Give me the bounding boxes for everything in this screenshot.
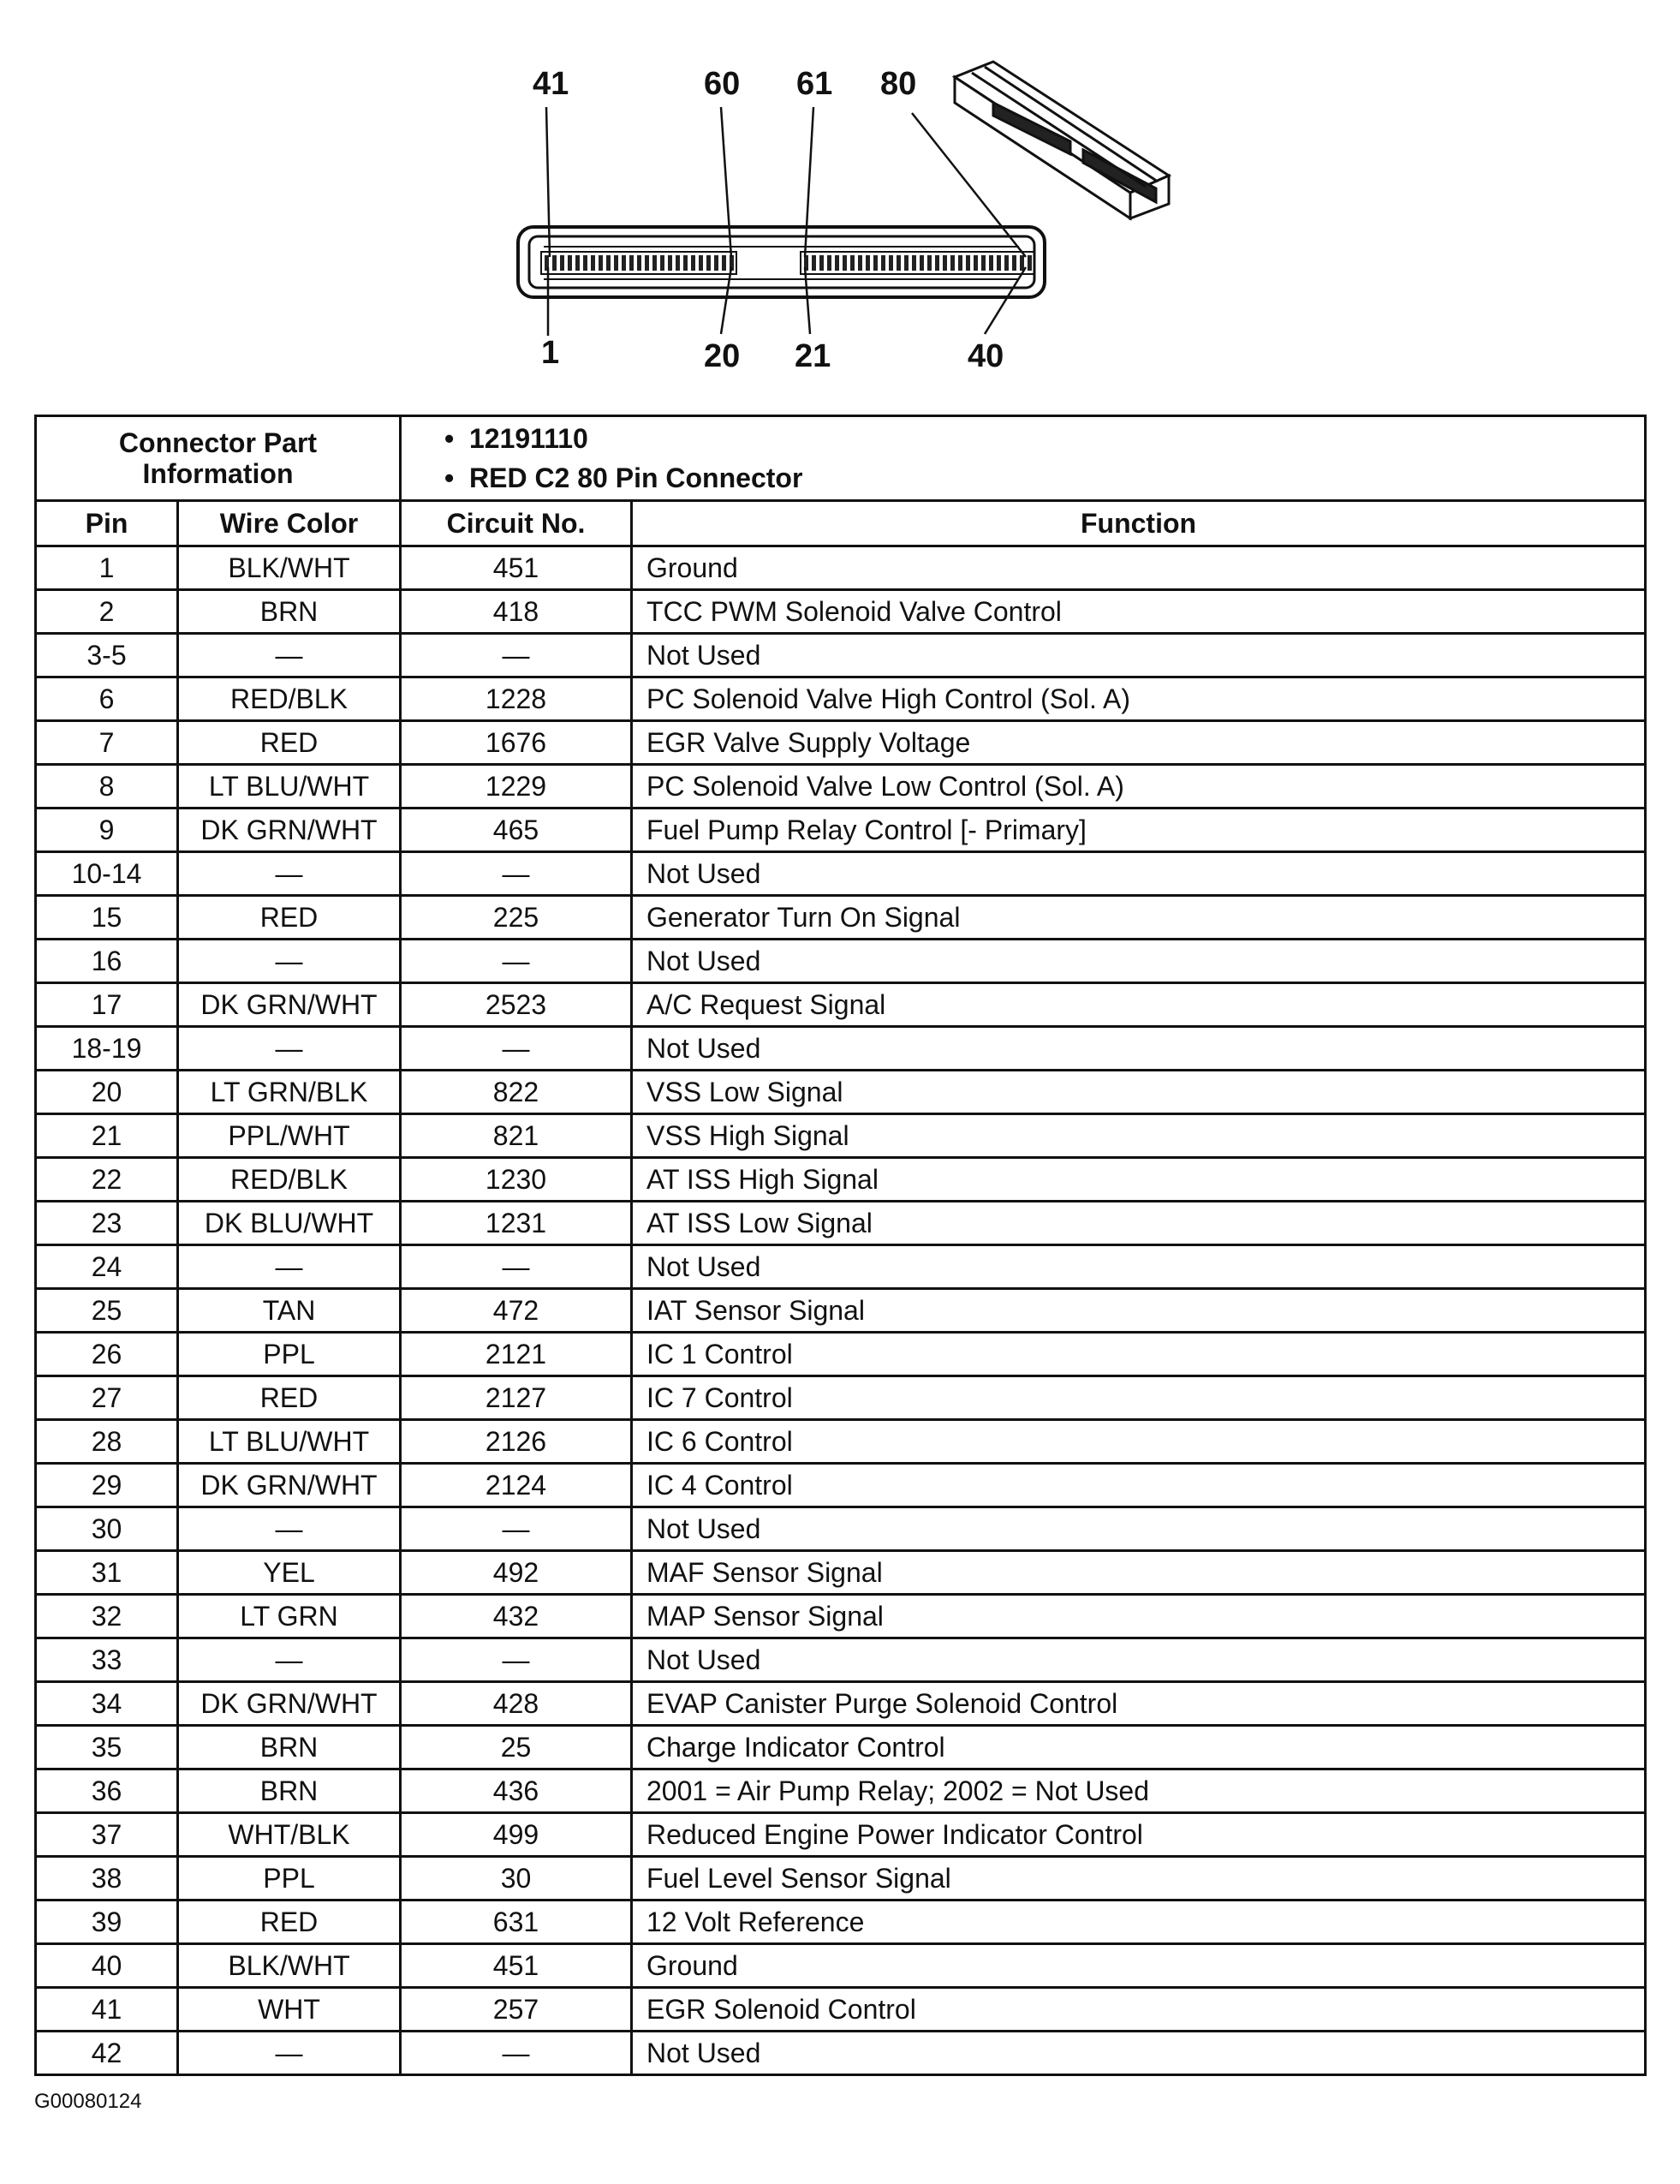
wire-color-cell: — [178, 1507, 401, 1551]
function-cell: IC 4 Control [632, 1464, 1646, 1507]
table-row [36, 546, 1646, 590]
circuit-cell: 451 [401, 1944, 632, 1988]
circuit-cell: 465 [401, 809, 632, 852]
circuit-cell: — [401, 1027, 632, 1071]
function-cell: VSS Low Signal [632, 1071, 1646, 1114]
function-cell: A/C Request Signal [632, 983, 1646, 1027]
function-cell: Not Used [632, 1027, 1646, 1071]
connector-pin-table [34, 415, 1647, 2076]
circuit-cell: 472 [401, 1289, 632, 1333]
table-row [36, 721, 1646, 765]
header-pin: Pin [36, 501, 178, 546]
circuit-cell: 428 [401, 1682, 632, 1726]
pin-cell: 39 [36, 1901, 178, 1944]
pin-label-61: 61 [796, 66, 833, 102]
function-cell: Not Used [632, 634, 1646, 677]
pin-cell: 34 [36, 1682, 178, 1726]
pin-cell: 22 [36, 1158, 178, 1202]
pin-cell: 8 [36, 765, 178, 809]
table-row [36, 940, 1646, 983]
header-wire-color: Wire Color [178, 501, 401, 546]
wire-color-cell: — [178, 2032, 401, 2075]
connector-part-number: • 12191110 [444, 419, 1644, 458]
wire-color-cell: — [178, 852, 401, 896]
table-row [36, 1245, 1646, 1289]
circuit-cell: — [401, 852, 632, 896]
wire-color-cell: DK BLU/WHT [178, 1202, 401, 1245]
circuit-cell: 2127 [401, 1376, 632, 1420]
wire-color-cell: DK GRN/WHT [178, 1682, 401, 1726]
circuit-cell: 1676 [401, 721, 632, 765]
table-row [36, 1202, 1646, 1245]
circuit-cell: 257 [401, 1988, 632, 2032]
pin-cell: 33 [36, 1638, 178, 1682]
pin-label-20: 20 [704, 338, 741, 374]
circuit-cell: 822 [401, 1071, 632, 1114]
pin-cell: 27 [36, 1376, 178, 1420]
table-row [36, 634, 1646, 677]
wire-color-cell: PPL [178, 1857, 401, 1901]
wire-color-cell: WHT/BLK [178, 1813, 401, 1857]
table-row [36, 1857, 1646, 1901]
pin-cell: 42 [36, 2032, 178, 2075]
function-cell: TCC PWM Solenoid Valve Control [632, 590, 1646, 634]
table-row [36, 1507, 1646, 1551]
function-cell: Charge Indicator Control [632, 1726, 1646, 1769]
pin-cell: 35 [36, 1726, 178, 1769]
pin-label-1: 1 [541, 335, 560, 371]
circuit-cell: 631 [401, 1901, 632, 1944]
function-cell: EGR Valve Supply Voltage [632, 721, 1646, 765]
wire-color-cell: — [178, 634, 401, 677]
wire-color-cell: — [178, 940, 401, 983]
wire-color-cell: RED/BLK [178, 1158, 401, 1202]
leader-lines [546, 107, 1026, 336]
table-row [36, 1901, 1646, 1944]
wire-color-cell: DK GRN/WHT [178, 983, 401, 1027]
function-cell: MAF Sensor Signal [632, 1551, 1646, 1595]
function-cell: Ground [632, 1944, 1646, 1988]
connector-body-illustration [955, 62, 1169, 218]
table-row [36, 1420, 1646, 1464]
table-row [36, 2032, 1646, 2075]
function-cell: 12 Volt Reference [632, 1901, 1646, 1944]
function-cell: 2001 = Air Pump Relay; 2002 = Not Used [632, 1769, 1646, 1813]
function-cell: Not Used [632, 852, 1646, 896]
table-row [36, 765, 1646, 809]
function-cell: AT ISS Low Signal [632, 1202, 1646, 1245]
wire-color-cell: — [178, 1245, 401, 1289]
circuit-cell: — [401, 2032, 632, 2075]
wire-color-cell: LT BLU/WHT [178, 765, 401, 809]
wire-color-cell: RED [178, 896, 401, 940]
circuit-cell: 225 [401, 896, 632, 940]
circuit-cell: — [401, 1638, 632, 1682]
function-cell: EGR Solenoid Control [632, 1988, 1646, 2032]
circuit-cell: 432 [401, 1595, 632, 1638]
pin-cell: 16 [36, 940, 178, 983]
pin-cell: 25 [36, 1289, 178, 1333]
pin-cell: 24 [36, 1245, 178, 1289]
table-row [36, 1376, 1646, 1420]
function-cell: IC 1 Control [632, 1333, 1646, 1376]
connector-diagram [480, 51, 1216, 385]
table-row [36, 677, 1646, 721]
pin-label-21: 21 [795, 338, 831, 374]
circuit-cell: 451 [401, 546, 632, 590]
pin-cell: 2 [36, 590, 178, 634]
pin-cell: 30 [36, 1507, 178, 1551]
table-row [36, 852, 1646, 896]
function-cell: PC Solenoid Valve High Control (Sol. A) [632, 677, 1646, 721]
function-cell: Not Used [632, 2032, 1646, 2075]
table-row [36, 1595, 1646, 1638]
circuit-cell: — [401, 940, 632, 983]
pin-cell: 9 [36, 809, 178, 852]
circuit-cell: — [401, 634, 632, 677]
wire-color-cell: BRN [178, 1769, 401, 1813]
wire-color-cell: PPL/WHT [178, 1114, 401, 1158]
pin-cell: 21 [36, 1114, 178, 1158]
pin-cell: 3-5 [36, 634, 178, 677]
pin-cell: 37 [36, 1813, 178, 1857]
connector-info-row [36, 416, 1646, 501]
table-row [36, 1944, 1646, 1988]
function-cell: AT ISS High Signal [632, 1158, 1646, 1202]
circuit-cell: 30 [401, 1857, 632, 1901]
wire-color-cell: BLK/WHT [178, 546, 401, 590]
wire-color-cell: DK GRN/WHT [178, 809, 401, 852]
wire-color-cell: BRN [178, 590, 401, 634]
connector-pin-rows [541, 252, 1034, 274]
function-cell: IC 6 Control [632, 1420, 1646, 1464]
pin-cell: 41 [36, 1988, 178, 2032]
table-row [36, 1813, 1646, 1857]
table-row [36, 1158, 1646, 1202]
wire-color-cell: LT GRN [178, 1595, 401, 1638]
wire-color-cell: LT BLU/WHT [178, 1420, 401, 1464]
pin-cell: 23 [36, 1202, 178, 1245]
circuit-cell: 499 [401, 1813, 632, 1857]
circuit-cell: — [401, 1245, 632, 1289]
circuit-cell: — [401, 1507, 632, 1551]
function-cell: EVAP Canister Purge Solenoid Control [632, 1682, 1646, 1726]
function-cell: Not Used [632, 940, 1646, 983]
pin-cell: 29 [36, 1464, 178, 1507]
pin-cell: 20 [36, 1071, 178, 1114]
pin-rows [36, 546, 1646, 2075]
table-row [36, 983, 1646, 1027]
wire-color-cell: RED [178, 1901, 401, 1944]
circuit-cell: 1228 [401, 677, 632, 721]
pin-cell: 17 [36, 983, 178, 1027]
table-row [36, 1769, 1646, 1813]
table-row [36, 809, 1646, 852]
wire-color-cell: — [178, 1638, 401, 1682]
circuit-cell: 2126 [401, 1420, 632, 1464]
figure-code: G00080124 [34, 2090, 142, 2113]
connector-info-label-text: Connector Part Information [118, 427, 318, 489]
pin-label-40: 40 [968, 338, 1004, 374]
circuit-cell: 436 [401, 1769, 632, 1813]
pin-label-41: 41 [533, 66, 569, 102]
function-cell: Fuel Level Sensor Signal [632, 1857, 1646, 1901]
wire-color-cell: TAN [178, 1289, 401, 1333]
pin-label-80: 80 [880, 66, 917, 102]
wire-color-cell: RED [178, 1376, 401, 1420]
circuit-cell: 2523 [401, 983, 632, 1027]
table-row [36, 1988, 1646, 2032]
function-cell: Generator Turn On Signal [632, 896, 1646, 940]
wire-color-cell: BLK/WHT [178, 1944, 401, 1988]
circuit-cell: 2124 [401, 1464, 632, 1507]
pin-cell: 28 [36, 1420, 178, 1464]
table-row [36, 590, 1646, 634]
pin-cell: 1 [36, 546, 178, 590]
pin-cell: 36 [36, 1769, 178, 1813]
circuit-cell: 418 [401, 590, 632, 634]
connector-info-values [401, 416, 1646, 501]
function-cell: Not Used [632, 1507, 1646, 1551]
pin-cell: 10-14 [36, 852, 178, 896]
circuit-cell: 821 [401, 1114, 632, 1158]
table-row [36, 1114, 1646, 1158]
function-cell: Not Used [632, 1638, 1646, 1682]
function-cell: Ground [632, 546, 1646, 590]
table-row [36, 1333, 1646, 1376]
pin-cell: 32 [36, 1595, 178, 1638]
table-row [36, 896, 1646, 940]
function-cell: IAT Sensor Signal [632, 1289, 1646, 1333]
circuit-cell: 25 [401, 1726, 632, 1769]
circuit-cell: 1230 [401, 1158, 632, 1202]
table-row [36, 1638, 1646, 1682]
connector-face [518, 227, 1045, 297]
header-circuit-no: Circuit No. [401, 501, 632, 546]
pin-cell: 18-19 [36, 1027, 178, 1071]
function-cell: VSS High Signal [632, 1114, 1646, 1158]
wire-color-cell: YEL [178, 1551, 401, 1595]
function-cell: Not Used [632, 1245, 1646, 1289]
pin-cell: 7 [36, 721, 178, 765]
table-row [36, 1726, 1646, 1769]
function-cell: PC Solenoid Valve Low Control (Sol. A) [632, 765, 1646, 809]
table-row [36, 1289, 1646, 1333]
wire-color-cell: — [178, 1027, 401, 1071]
connector-description: • RED C2 80 Pin Connector [444, 458, 1644, 498]
pin-cell: 26 [36, 1333, 178, 1376]
circuit-cell: 1231 [401, 1202, 632, 1245]
pin-cell: 15 [36, 896, 178, 940]
table-row [36, 1027, 1646, 1071]
wire-color-cell: WHT [178, 1988, 401, 2032]
function-cell: IC 7 Control [632, 1376, 1646, 1420]
function-cell: MAP Sensor Signal [632, 1595, 1646, 1638]
wire-color-cell: RED/BLK [178, 677, 401, 721]
table-row [36, 1682, 1646, 1726]
pin-label-60: 60 [704, 66, 741, 102]
header-function: Function [632, 501, 1646, 546]
wire-color-cell: LT GRN/BLK [178, 1071, 401, 1114]
function-cell: Reduced Engine Power Indicator Control [632, 1813, 1646, 1857]
pin-cell: 40 [36, 1944, 178, 1988]
table-row [36, 1071, 1646, 1114]
pin-cell: 31 [36, 1551, 178, 1595]
wire-color-cell: RED [178, 721, 401, 765]
table-header-row [36, 501, 1646, 546]
wire-color-cell: BRN [178, 1726, 401, 1769]
table-row [36, 1551, 1646, 1595]
connector-info-label [36, 416, 401, 501]
pin-cell: 38 [36, 1857, 178, 1901]
pin-cell: 6 [36, 677, 178, 721]
wire-color-cell: DK GRN/WHT [178, 1464, 401, 1507]
circuit-cell: 1229 [401, 765, 632, 809]
table-row [36, 1464, 1646, 1507]
wire-color-cell: PPL [178, 1333, 401, 1376]
function-cell: Fuel Pump Relay Control [- Primary] [632, 809, 1646, 852]
circuit-cell: 2121 [401, 1333, 632, 1376]
circuit-cell: 492 [401, 1551, 632, 1595]
